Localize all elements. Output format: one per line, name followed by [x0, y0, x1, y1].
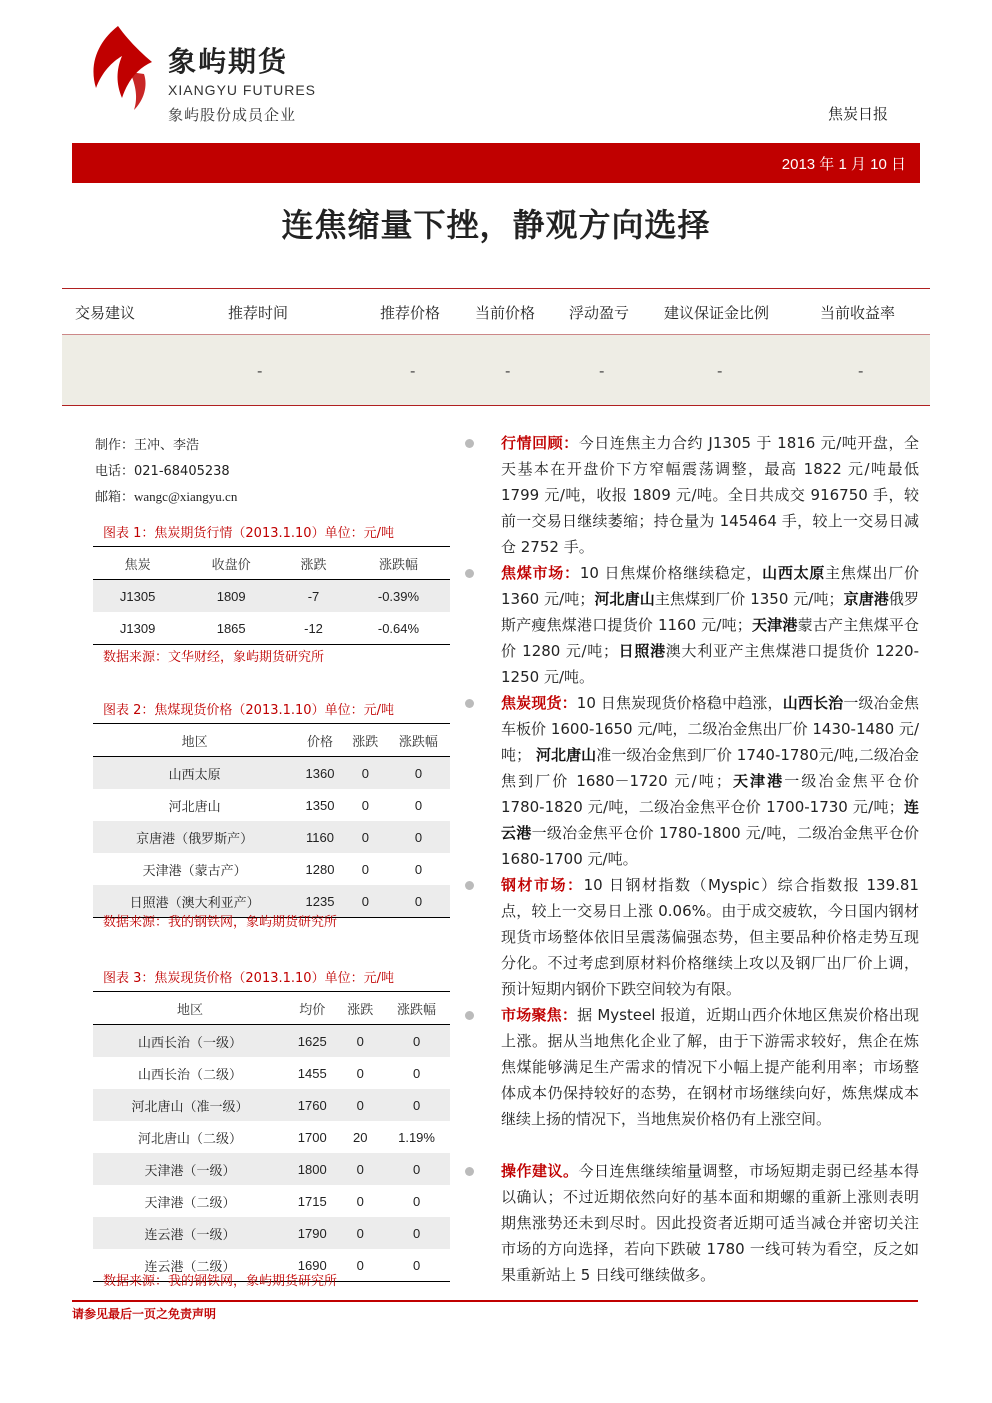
section-text: 10 日焦炭现货价格稳中趋涨， — [576, 694, 783, 712]
footer-rule — [72, 1300, 918, 1302]
table3-cell: 1700 — [297, 1129, 327, 1145]
table2-cell: 0 — [344, 757, 387, 790]
table1-cell: 1809 — [182, 580, 280, 613]
table3-header: 涨跌 — [337, 992, 383, 1025]
table2-header: 价格 — [296, 724, 344, 757]
table2-cell: 0 — [387, 757, 450, 790]
section-market-review — [501, 430, 919, 560]
trade-value-margin: - — [717, 362, 723, 380]
coke-spot-table — [93, 991, 450, 1282]
section-text: 一级冶金焦平仓价 1780-1820 元/吨，二级冶金焦平仓价 1700-1730 元/吨； — [501, 772, 919, 816]
trade-header-advice: 交易建议 — [75, 304, 136, 322]
table3-cell: 1760 — [287, 1089, 337, 1121]
date-band — [72, 143, 920, 183]
brand-name-cn: 象屿期货 — [168, 45, 289, 78]
bullet-icon — [465, 1167, 474, 1176]
table2-cell: 1280 — [305, 861, 335, 877]
section-bold: 京唐港 — [843, 590, 889, 608]
table2-cell: 河北唐山 — [168, 799, 221, 815]
table2-header: 涨跌 — [344, 724, 387, 757]
producers: 制作：王冲、李浩 — [95, 438, 200, 453]
table1-source: 数据来源：文华财经，象屿期货研究所 — [103, 650, 325, 665]
bullet-icon — [465, 881, 474, 890]
section-bold: 山西长治 — [782, 694, 844, 712]
table3-cell: 1790 — [287, 1217, 337, 1249]
table2-cell: 1350 — [305, 797, 335, 813]
table3-cell: 0 — [356, 1193, 364, 1209]
report-date: 2013 年 1 月 10 日 — [781, 156, 906, 173]
table1-cell: 1865 — [182, 612, 280, 645]
section-bold: 河北唐山 — [535, 746, 597, 764]
table3-source: 数据来源：我的钢铁网，象屿期货研究所 — [103, 1274, 338, 1289]
table2-cell: 0 — [414, 797, 423, 813]
table1-cell: -7 — [280, 580, 347, 613]
table3-cell: 0 — [337, 1217, 383, 1249]
trade-header-cur-price: 当前价格 — [475, 304, 536, 322]
table3-cell: 0 — [337, 1025, 383, 1058]
table1-header: 焦炭 — [93, 547, 182, 580]
trade-table-top-rule — [62, 288, 930, 289]
disclaimer-note[interactable]: 请参见最后一页之免责声明 — [72, 1307, 217, 1321]
trade-header-time: 推荐时间 — [228, 304, 289, 322]
table2-cell: 0 — [361, 861, 369, 877]
section-text: 一级冶金焦平仓价 1780-1800 元/吨，二级冶金焦平仓价 1680-1700 元/吨。 — [501, 824, 919, 868]
phone: 电话：021-68405238 — [95, 464, 230, 479]
table3-cell: 0 — [412, 1065, 421, 1081]
table1-cell: -12 — [280, 612, 347, 645]
table3-cell: 河北唐山（二级） — [138, 1131, 243, 1147]
table3-cell: 0 — [383, 1217, 450, 1249]
section-heading: 焦煤市场： — [501, 564, 580, 582]
table3-cell: 0 — [383, 1089, 450, 1121]
report-type: 焦炭日报 — [828, 105, 889, 123]
trade-table-bottom-rule — [62, 405, 930, 406]
table1-title: 图表 1：焦炭期货行情（2013.1.10）单位：元/吨 — [103, 526, 394, 541]
table-row — [93, 1025, 450, 1058]
table3-cell: 20 — [353, 1129, 368, 1145]
table2-cell: 0 — [414, 861, 423, 877]
table-row — [93, 757, 450, 790]
table3-cell: 0 — [412, 1193, 421, 1209]
table2-cell: 0 — [344, 885, 387, 918]
section-bold: 日照港 — [617, 642, 666, 660]
trade-header-margin: 建议保证金比例 — [664, 304, 770, 322]
table3-cell: 0 — [337, 1089, 383, 1121]
table2-cell: 1360 — [296, 757, 344, 790]
table2-header: 涨跌幅 — [387, 724, 450, 757]
table2-cell: 0 — [361, 797, 369, 813]
email-label: 邮箱： — [95, 490, 135, 505]
trade-value-yield: - — [858, 362, 864, 380]
table2-title: 图表 2：焦煤现货价格（2013.1.10）单位：元/吨 — [103, 703, 394, 718]
trade-value-pnl: - — [599, 362, 605, 380]
section-bold: 河北唐山 — [594, 590, 655, 608]
section-text: 一级冶金焦车板价 1600-1650 元/吨，二级冶金焦出厂价 1430-1480 元/吨； — [501, 694, 919, 764]
table3-cell: 1625 — [287, 1025, 337, 1058]
table3-cell: 1715 — [297, 1193, 327, 1209]
table1-cell: J1305 — [93, 580, 182, 613]
table3-cell: 0 — [337, 1153, 383, 1185]
section-bold: 天津港 — [730, 772, 785, 790]
table3-cell: 0 — [337, 1249, 383, 1282]
table3-cell: 0 — [383, 1249, 450, 1282]
section-body: 今日连焦继续缩量调整，市场短期走弱已经基本得以确认；不过近期依然向好的基本面和期螺的重新上涨则表明期焦涨势还未到尽时。因此投资者近期可适当减仓并密切关注市场的方向选择，若向下跌破 1780 一线可转为看空，反之如果重新站上 5 日线可继续做多。 — [501, 1162, 919, 1284]
table3-cell: 河北唐山（准一级） — [93, 1089, 287, 1121]
section-bold: 山西太原 — [762, 564, 826, 582]
bullet-icon — [465, 569, 474, 578]
trade-value-cur-price: - — [505, 362, 511, 380]
table2-cell: 京唐港（俄罗斯产） — [93, 821, 296, 853]
section-text: 澳大利亚产主焦煤港口提货价 1220-1250 元/吨。 — [501, 642, 919, 686]
table1-header: 涨跌 — [280, 547, 347, 580]
table-row — [93, 1057, 450, 1089]
section-heading: 焦炭现货： — [501, 694, 577, 712]
table1-cell: -0.64% — [347, 612, 450, 645]
table3-header: 均价 — [287, 992, 337, 1025]
trade-table-body — [62, 334, 930, 406]
table2-source: 数据来源：我的钢铁网，象屿期货研究所 — [103, 915, 338, 930]
table3-cell: 连云港（一级） — [93, 1217, 287, 1249]
coking-coal-table — [93, 723, 450, 918]
section-text: 10 日焦煤价格继续稳定， — [579, 564, 763, 582]
email-row — [95, 486, 237, 505]
section-body: 10 日钢材指数（Myspic）综合指数报 139.81 点，较上一交易日上涨 0.06%。由于成交疲软，今日国内钢材现货市场整体依旧呈震荡偏强态势，但主要品种价格走势互现分化。不过考虑到原材料价格继续上攻以及钢厂出厂价上调，预计短期内钢价下跌空间较为有限。 — [501, 876, 919, 998]
table-row — [93, 1089, 450, 1121]
section-coke-spot — [501, 690, 919, 872]
table3-cell: 0 — [383, 1025, 450, 1058]
table3-cell: 1455 — [297, 1065, 327, 1081]
table-row — [93, 821, 450, 853]
table2-cell: 0 — [387, 821, 450, 853]
table3-cell: 0 — [356, 1065, 364, 1081]
section-text: 主焦煤出厂价 1360 元/吨； — [501, 564, 919, 608]
table3-cell: 山西长治（一级） — [93, 1025, 287, 1058]
section-text: 俄罗斯产瘦焦煤港口提货价 1160 元/吨； — [501, 590, 919, 634]
table1-header: 涨跌幅 — [347, 547, 450, 580]
section-bold: 天津港 — [751, 616, 798, 634]
logo-icon — [78, 22, 158, 112]
table-row — [93, 1185, 450, 1217]
section-bold: 连云港 — [501, 798, 919, 842]
table-row — [93, 580, 450, 613]
bullet-icon — [465, 699, 474, 708]
table2-cell: 天津港（蒙古产） — [142, 863, 247, 879]
table-row — [93, 1153, 450, 1185]
table3-cell: 连云港（二级） — [93, 1249, 287, 1282]
section-text: 蒙古产主焦煤平仓价 1280 元/吨； — [501, 616, 919, 660]
bullet-icon — [465, 1011, 474, 1020]
section-body: 据 Mysteel 报道，近期山西介休地区焦炭价格出现上涨。据从当地焦化企业了解，由于下游需求较好，焦企在炼焦煤能够满足生产需求的情况下小幅上提产能利用率；市场整体成本仍保持较好的态势，在钢材市场继续向好，炼焦煤成本继续上扬的情况下，当地焦炭价格仍有上涨空间。 — [501, 1006, 919, 1128]
section-heading: 钢材市场： — [501, 876, 584, 894]
section-heading: 市场聚焦： — [501, 1006, 578, 1024]
table3-cell: 1690 — [287, 1249, 337, 1282]
table-row — [93, 853, 450, 885]
section-text: 主焦煤到厂价 1350 元/吨； — [654, 590, 844, 608]
trade-header-rec-price: 推荐价格 — [380, 304, 441, 322]
page-title: 连焦缩量下挫，静观方向选择 — [281, 206, 711, 244]
email-link[interactable]: wangc@xiangyu.cn — [134, 489, 238, 504]
trade-value-time: - — [257, 362, 263, 380]
brand-name-en: XIANGYU FUTURES — [168, 82, 317, 98]
table2-cell: 日照港（澳大利亚产） — [93, 885, 296, 918]
section-coking-coal — [501, 560, 919, 690]
table-row — [93, 1121, 450, 1153]
table3-cell: 1.19% — [398, 1129, 435, 1145]
table3-cell: 天津港（一级） — [93, 1153, 287, 1185]
table3-cell: 山西长治（二级） — [138, 1067, 243, 1083]
table1-cell: -0.39% — [347, 580, 450, 613]
section-heading: 行情回顾： — [501, 434, 579, 452]
table2-cell: 0 — [387, 885, 450, 918]
table2-cell: 1235 — [296, 885, 344, 918]
table3-header: 地区 — [93, 992, 287, 1025]
table3-title: 图表 3：焦炭现货价格（2013.1.10）单位：元/吨 — [103, 971, 394, 986]
section-market-focus — [501, 1002, 919, 1132]
table2-cell: 0 — [344, 821, 387, 853]
section-body: 今日连焦主力合约 J1305 于 1816 元/吨开盘，全天基本在开盘价下方窄幅震荡调整，最高 1822 元/吨最低 1799 元/吨，收报 1809 元/吨。全日共成交 916750 手，较前一交易日继续萎缩；持仓量为 145464 手，较上一交易日减仓 2752 手。 — [501, 434, 919, 556]
table2-header: 地区 — [93, 724, 296, 757]
table3-cell: 0 — [383, 1153, 450, 1185]
table3-cell: 1800 — [287, 1153, 337, 1185]
table2-cell: 山西太原 — [93, 757, 296, 790]
table1-cell: J1309 — [93, 612, 182, 645]
section-strategy — [501, 1158, 919, 1288]
section-heading: 操作建议。 — [501, 1162, 579, 1180]
brand-subtitle: 象屿股份成员企业 — [168, 106, 297, 124]
trade-header-pnl: 浮动盈亏 — [569, 304, 630, 322]
table3-cell: 天津港（二级） — [144, 1195, 236, 1211]
trade-header-yield: 当前收益率 — [820, 304, 896, 322]
table1-header: 收盘价 — [182, 547, 280, 580]
table3-header: 涨跌幅 — [383, 992, 450, 1025]
section-text: 准一级冶金焦到厂价 1740-1780元/吨,二级冶金焦到厂价 1680－1720 元/吨； — [501, 746, 919, 790]
section-steel-market — [501, 872, 919, 1002]
table-row — [93, 612, 450, 645]
table-row — [93, 1217, 450, 1249]
table-row — [93, 789, 450, 821]
futures-table — [93, 546, 450, 645]
bullet-icon — [465, 439, 474, 448]
trade-value-rec-price: - — [410, 362, 416, 380]
table2-cell: 1160 — [296, 821, 344, 853]
